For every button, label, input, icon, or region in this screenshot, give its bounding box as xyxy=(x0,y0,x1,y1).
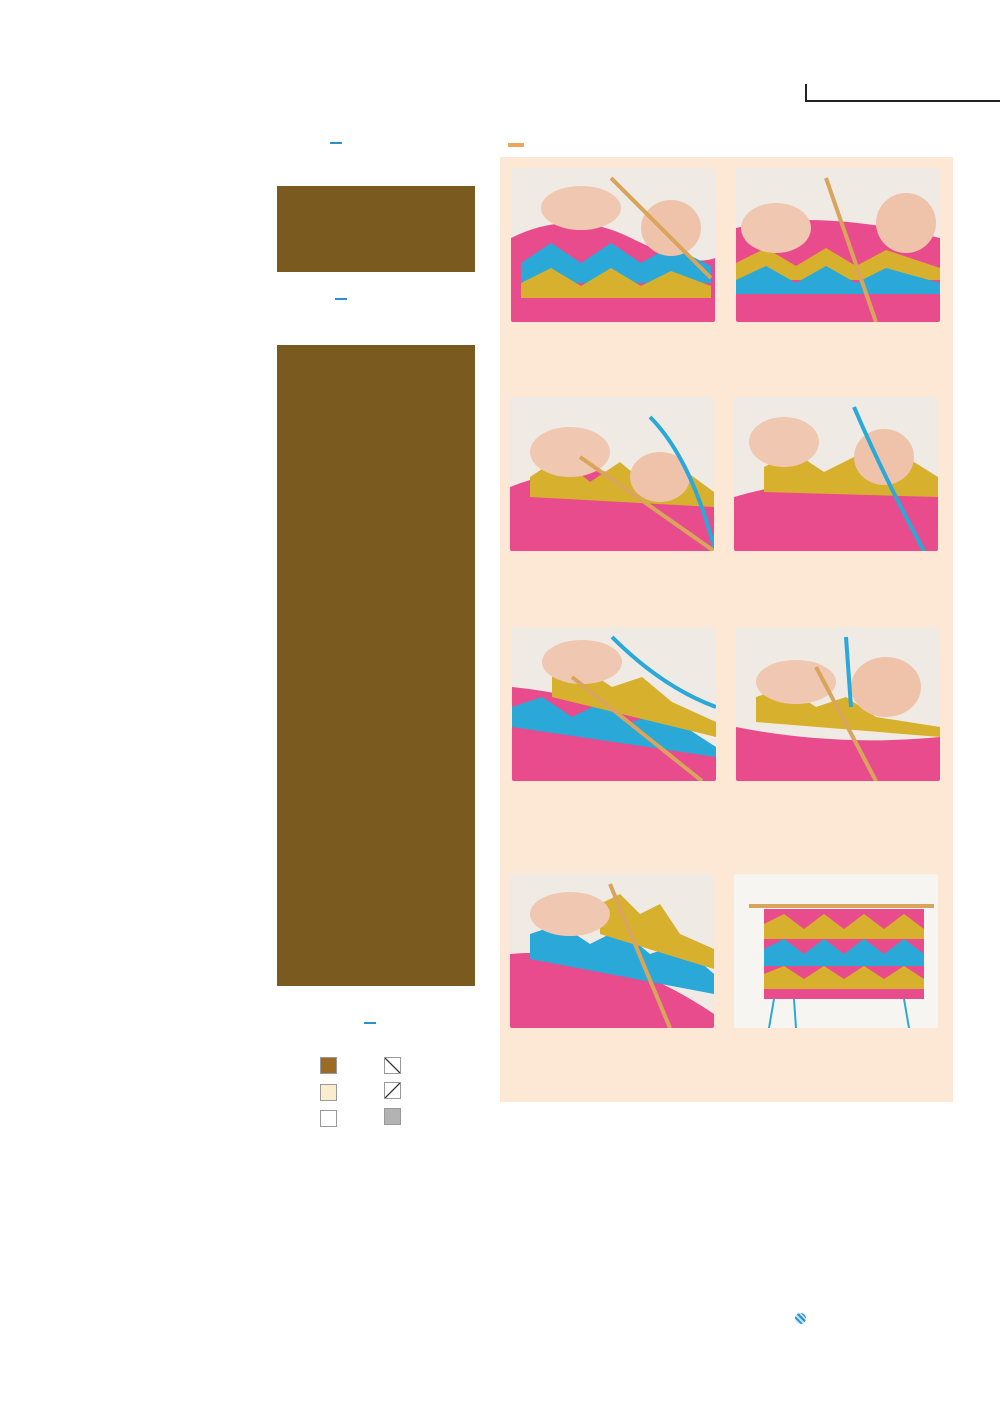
key-label xyxy=(364,1022,376,1024)
step-1-photo xyxy=(511,168,715,322)
step-2-photo xyxy=(736,168,940,322)
sleeve-chart-grid xyxy=(277,186,475,272)
key-no-stitch-swatch xyxy=(384,1108,401,1125)
step-6-photo xyxy=(736,627,940,781)
sleeve-chart-label xyxy=(330,142,342,144)
step-3-photo xyxy=(510,397,714,551)
yoke-chart-grid xyxy=(277,345,475,986)
column-4 xyxy=(735,1153,950,1162)
step-4-photo xyxy=(734,397,938,551)
key-cc-swatch xyxy=(320,1084,337,1101)
key-knit-swatch xyxy=(320,1110,337,1127)
title-rule xyxy=(805,100,1000,102)
step-7-photo xyxy=(510,874,714,1028)
k2tog-icon xyxy=(384,1057,401,1074)
step-8-photo xyxy=(734,874,938,1028)
yarn-ball-icon xyxy=(795,1313,806,1324)
key-mc-swatch xyxy=(320,1057,337,1074)
column-3 xyxy=(510,1153,725,1170)
step-5-photo xyxy=(512,627,716,781)
stranded-panel-title xyxy=(508,143,524,147)
yoke-chart-label xyxy=(335,298,347,300)
ssk-icon xyxy=(384,1082,401,1099)
